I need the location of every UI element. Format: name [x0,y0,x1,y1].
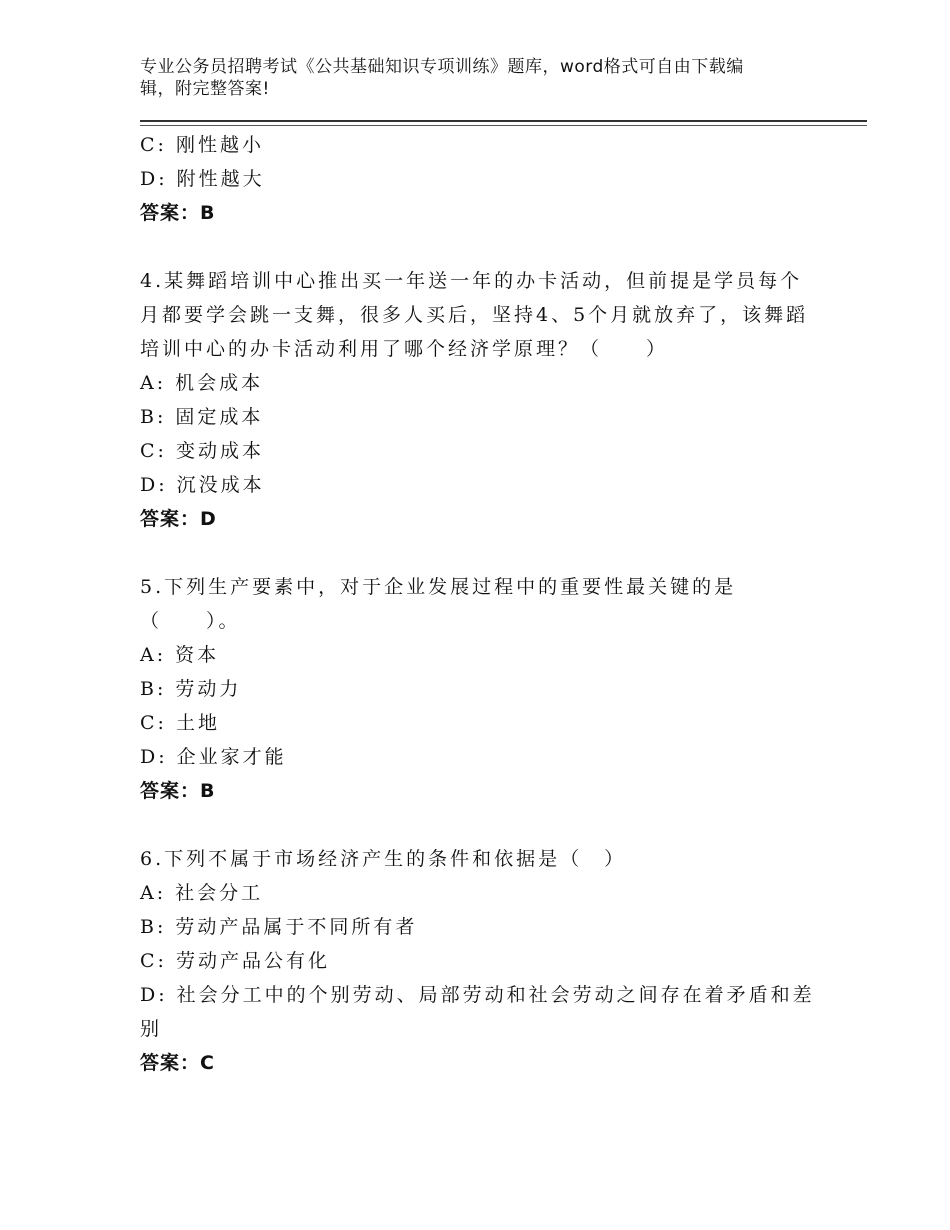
option-b: B: 固定成本 [140,406,264,428]
header-divider-thin [140,125,867,126]
option-a: A: 资本 [140,644,220,666]
answer-line: 答案：D [140,508,217,530]
header-line-2: 辑，附完整答案! [140,79,270,99]
option-b: B: 劳动力 [140,678,242,700]
prev-question-block [140,128,810,230]
option-a: A: 机会成本 [140,372,264,394]
question-stem-line: （ ）。 [140,610,241,632]
option-c: C: 土地 [140,712,220,734]
question-stem-line: 5.下列生产要素中，对于企业发展过程中的重要性最关键的是 [140,576,737,598]
header-line-1: 专业公务员招聘考试《公共基础知识专项训练》题库，word格式可自由下载编 [140,57,744,77]
option-c: C: 刚性越小 [140,134,264,156]
option-d: D: 企业家才能 [140,746,287,768]
spacer [140,808,810,842]
question-content [140,128,815,1080]
option-d: D: 沉没成本 [140,474,265,496]
option-a: A: 社会分工 [140,882,264,904]
question-4 [140,264,810,536]
option-d: D: 附性越大 [140,168,265,190]
question-6 [140,842,815,1080]
header-divider-thick [140,120,867,122]
option-d-continued: 别 [140,1018,163,1040]
option-d: D: 社会分工中的个别劳动、局部劳动和社会劳动之间存在着矛盾和差 [140,984,815,1006]
option-c: C: 劳动产品公有化 [140,950,330,972]
question-stem-line: 月都要学会跳一支舞，很多人买后，坚持4、5个月就放弃了，该舞蹈 [140,304,809,326]
answer-line: 答案：C [140,1052,215,1074]
question-5 [140,570,810,808]
option-c: C: 变动成本 [140,440,264,462]
answer-line: 答案：B [140,202,216,224]
answer-line: 答案：B [140,780,216,802]
spacer [140,536,810,570]
spacer [140,230,810,264]
question-stem-line: 6.下列不属于市场经济产生的条件和依据是（ ） [140,848,627,870]
page-header [140,56,800,100]
option-b: B: 劳动产品属于不同所有者 [140,916,418,938]
question-stem-line: 培训中心的办卡活动利用了哪个经济学原理？（ ） [140,338,669,360]
question-stem-line: 4.某舞蹈培训中心推出买一年送一年的办卡活动，但前提是学员每个 [140,270,803,292]
